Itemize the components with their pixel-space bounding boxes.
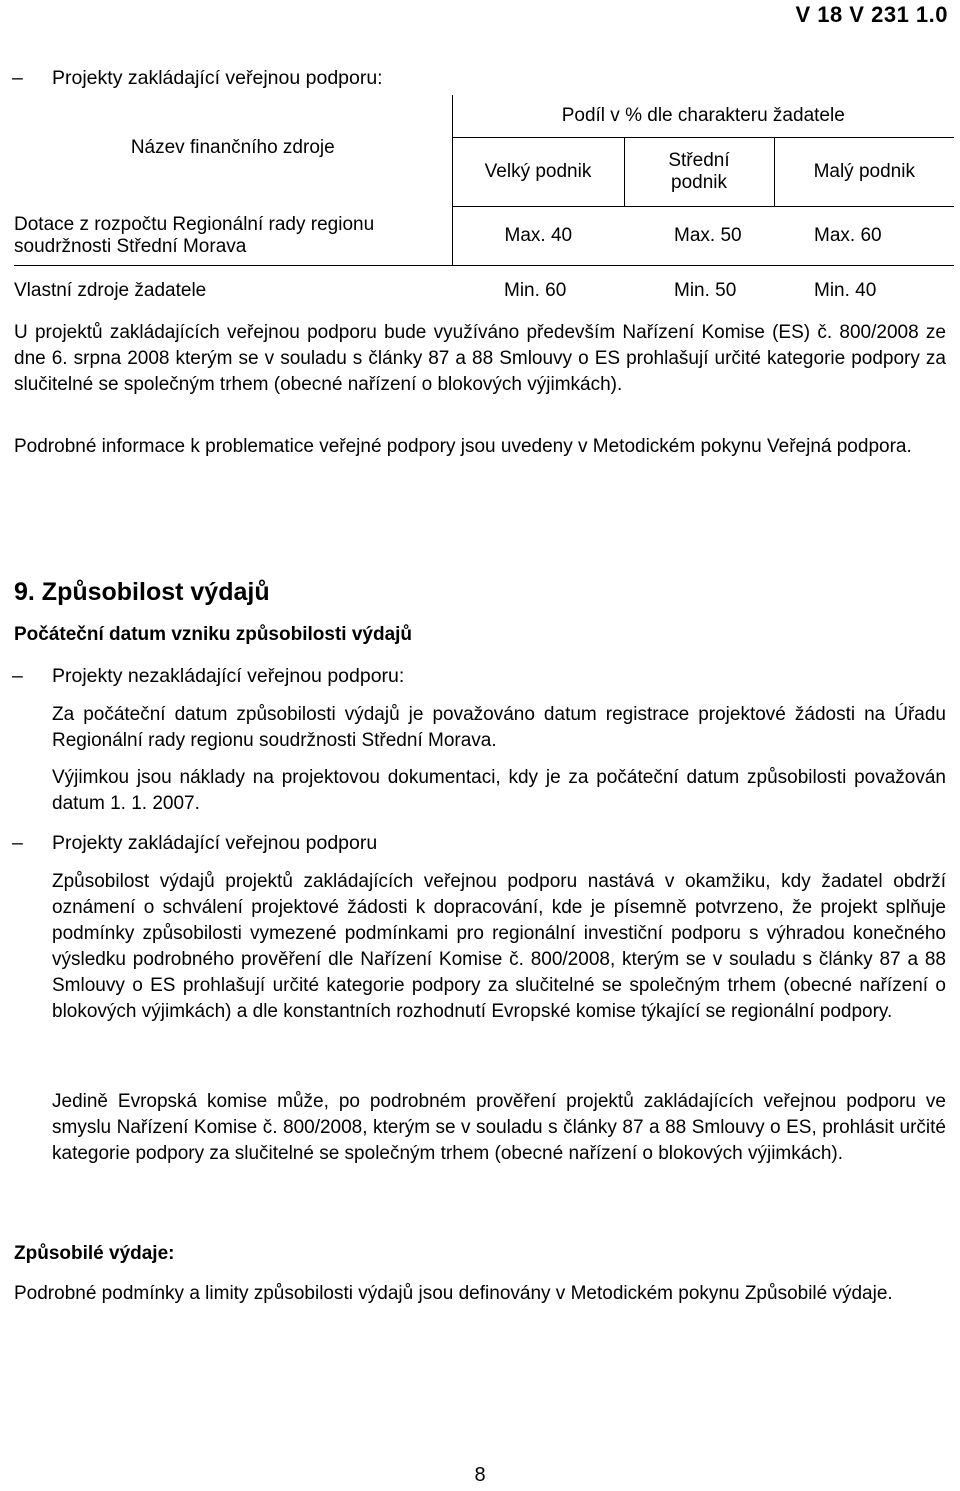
section-title: 9. Způsobilost výdajů [14, 578, 270, 606]
bullet-non-public [12, 664, 404, 688]
bullet-label: Projekty zakládající veřejnou podporu: [52, 67, 383, 89]
row-own-small: Min. 40 [774, 266, 954, 317]
paragraph-non-public-1: Za počáteční datum způsobilosti výdajů je považováno datum registrace projektové žádosti na Úřadu Regionální rady regionu soudržnosti Střední Morava. [52, 704, 946, 751]
funding-table [14, 95, 954, 316]
paragraph-eligible: Podrobné podmínky a limity způsobilosti výdajů jsou definovány v Metodickém pokynu Způsobilé výdaje. [14, 1283, 893, 1304]
bullet-label: Projekty nezakládající veřejnou podporu: [52, 665, 405, 687]
row-subsidy-large: Max. 40 [452, 207, 624, 266]
row-own-name: Vlastní zdroje žadatele [14, 266, 452, 317]
paragraph-non-public-2: Výjimkou jsou náklady na projektovou dokumentaci, kdy je za počáteční datum způsobilosti považován datum 1. 1. 2007. [52, 767, 946, 814]
row-subsidy-medium: Max. 50 [674, 225, 742, 246]
table-header-large: Velký podnik [452, 138, 624, 207]
row-own-medium: Min. 50 [624, 266, 774, 317]
row-subsidy-small: Max. 60 [814, 225, 882, 246]
subtitle-start-date: Počáteční datum vzniku způsobilosti výdajů [14, 624, 413, 645]
row-own-large: Min. 60 [452, 266, 624, 317]
paragraph-public-2: Jedině Evropská komise může, po podrobném prověření projektů zakládajících veřejnou podporu ve smyslu Nařízení Komise č. 800/2008, kterým se v souladu s články 87 a 88 Smlouvy o ES, prohlásit určité kategorie podpory za slučitelné se společným trhem (obecné nařízení o blokových výjimkách). [52, 1091, 946, 1164]
paragraph-public-1: Způsobilost výdajů projektů zakládajících veřejnou podporu nastává v okamžiku, kdy žadatel obdrží oznámení o schválení projektové žádosti k dopracování, kde je písemně potvrzeno, že projekt splňuje podmínky způsobilosti vymezené podmínkami pro regionální investiční podporu s výhradou konečného výsledku podrobného prověření dle Nařízení Komise č. 800/2008, kterým se v souladu s články 87 a 88 Smlouvy o ES prohlašují určité kategorie podpory za slučitelné se společným trhem (obecné nařízení o blokových výjimkách) a dle konstantních rozhodnutí Evropské komise týkající se regionální podpory. [52, 871, 946, 1022]
paragraph-regulation: U projektů zakládajících veřejnou podporu bude využíváno především Nařízení Komise (ES) č. 800/2008 ze dne 6. srpna 2008 kterým se v souladu s články 87 a 88 Smlouvy o ES prohlašují určité kategorie podpory za slučitelné se společným trhem (obecné nařízení o blokových výjimkách). [14, 322, 946, 395]
bullet-public-support [12, 66, 383, 90]
dash-bullet: – [12, 67, 23, 89]
subtitle-eligible: Způsobilé výdaje: [14, 1243, 175, 1264]
dash-bullet: – [12, 832, 23, 854]
table-header-name: Název finančního zdroje [130, 136, 335, 158]
page-number: 8 [474, 1464, 486, 1486]
table-header-medium: Střední podnik [624, 138, 774, 207]
table-header-share: Podíl v % dle charakteru žadatele [452, 95, 954, 138]
document-code: V 18 V 231 1.0 [795, 2, 948, 27]
dash-bullet: – [12, 665, 23, 687]
row-subsidy-name: Dotace z rozpočtu Regionální rady regionu soudržnosti Střední Morava [14, 213, 375, 257]
bullet-label: Projekty zakládající veřejnou podporu [52, 832, 378, 854]
paragraph-details: Podrobné informace k problematice veřejné podpory jsou uvedeny v Metodickém pokynu Veřejná podpora. [14, 436, 912, 457]
table-header-small: Malý podnik [774, 138, 954, 207]
bullet-public [12, 831, 377, 855]
